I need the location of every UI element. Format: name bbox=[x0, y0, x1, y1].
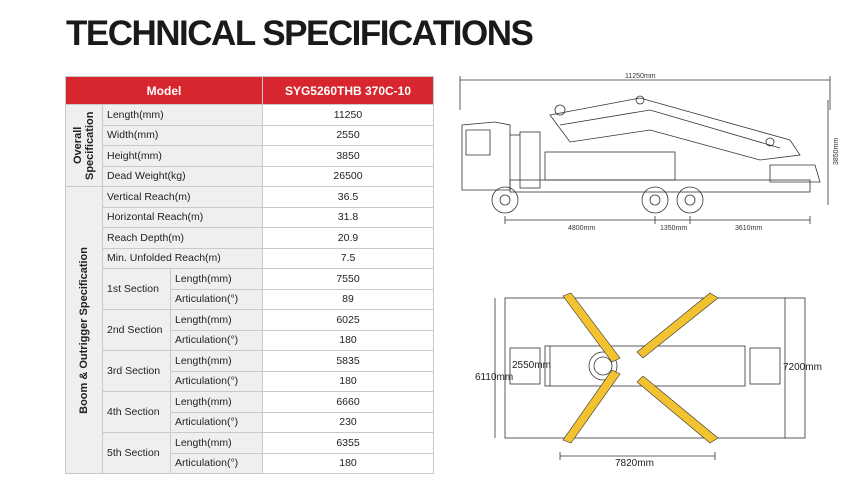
row-label: Articulation(°) bbox=[171, 330, 263, 351]
side-length-dim: 11250mm bbox=[625, 73, 656, 80]
top-width-dim: 2550mm bbox=[512, 360, 551, 371]
row-label: Articulation(°) bbox=[171, 412, 263, 433]
side-height-dim: 3850mm bbox=[833, 137, 840, 165]
row-label: Min. Unfolded Reach(m) bbox=[103, 248, 263, 269]
row-value: 20.9 bbox=[263, 228, 434, 249]
overall-group-cell bbox=[66, 105, 103, 187]
row-value: 26500 bbox=[263, 166, 434, 187]
row-value: 7.5 bbox=[263, 248, 434, 269]
table-row bbox=[66, 392, 434, 413]
row-label: Width(mm) bbox=[103, 125, 263, 146]
side-view-diagram bbox=[450, 70, 850, 240]
section-name: 4th Section bbox=[103, 392, 171, 433]
section-name: 3rd Section bbox=[103, 351, 171, 392]
table-row bbox=[66, 433, 434, 454]
row-value: 6025 bbox=[263, 310, 434, 331]
row-value: 3850 bbox=[263, 146, 434, 167]
table-row bbox=[66, 105, 434, 126]
row-label: Length(mm) bbox=[171, 351, 263, 372]
table-row bbox=[66, 351, 434, 372]
table-row bbox=[66, 310, 434, 331]
table-header-row bbox=[66, 77, 434, 105]
row-value: 180 bbox=[263, 453, 434, 474]
spec-table bbox=[65, 76, 434, 474]
row-value: 89 bbox=[263, 289, 434, 310]
model-value: SYG5260THB 370C-10 bbox=[263, 77, 434, 105]
row-label: Length(mm) bbox=[171, 310, 263, 331]
boom-group-cell bbox=[66, 187, 103, 474]
table-row bbox=[66, 207, 434, 228]
side-rear-dim: 3610mm bbox=[735, 225, 763, 232]
row-label: Horizontal Reach(m) bbox=[103, 207, 263, 228]
top-outrigger-rear-dim: 7200mm bbox=[783, 362, 822, 373]
top-view-diagram bbox=[475, 288, 845, 468]
row-label: Length(mm) bbox=[171, 392, 263, 413]
row-label: Length(mm) bbox=[171, 269, 263, 290]
section-name: 1st Section bbox=[103, 269, 171, 310]
model-label: Model bbox=[66, 77, 263, 105]
table-row bbox=[66, 248, 434, 269]
row-label: Reach Depth(m) bbox=[103, 228, 263, 249]
section-name: 2nd Section bbox=[103, 310, 171, 351]
row-value: 7550 bbox=[263, 269, 434, 290]
row-label: Articulation(°) bbox=[171, 289, 263, 310]
row-label: Articulation(°) bbox=[171, 453, 263, 474]
row-value: 5835 bbox=[263, 351, 434, 372]
boom-group-label: Boom & Outrigger Specification bbox=[78, 246, 90, 414]
row-label: Length(mm) bbox=[103, 105, 263, 126]
row-value: 180 bbox=[263, 371, 434, 392]
table-row bbox=[66, 166, 434, 187]
row-value: 6660 bbox=[263, 392, 434, 413]
row-value: 230 bbox=[263, 412, 434, 433]
table-row bbox=[66, 187, 434, 208]
side-front-dim: 4800mm bbox=[568, 225, 596, 232]
section-name: 5th Section bbox=[103, 433, 171, 474]
row-label: Length(mm) bbox=[171, 433, 263, 454]
table-row bbox=[66, 269, 434, 290]
overall-group-label: Overall Specification bbox=[72, 111, 96, 180]
top-outrigger-front-dim: 6110mm bbox=[475, 372, 514, 383]
row-label: Dead Weight(kg) bbox=[103, 166, 263, 187]
table-row bbox=[66, 125, 434, 146]
row-label: Vertical Reach(m) bbox=[103, 187, 263, 208]
row-label: Articulation(°) bbox=[171, 371, 263, 392]
table-row bbox=[66, 146, 434, 167]
row-label: Height(mm) bbox=[103, 146, 263, 167]
row-value: 180 bbox=[263, 330, 434, 351]
row-value: 31.8 bbox=[263, 207, 434, 228]
row-value: 36.5 bbox=[263, 187, 434, 208]
row-value: 6355 bbox=[263, 433, 434, 454]
page-title: TECHNICAL SPECIFICATIONS bbox=[66, 14, 533, 53]
row-value: 2550 bbox=[263, 125, 434, 146]
table-row bbox=[66, 228, 434, 249]
row-value: 11250 bbox=[263, 105, 434, 126]
top-span-dim: 7820mm bbox=[615, 458, 654, 468]
side-mid-dim: 1350mm bbox=[660, 225, 688, 232]
